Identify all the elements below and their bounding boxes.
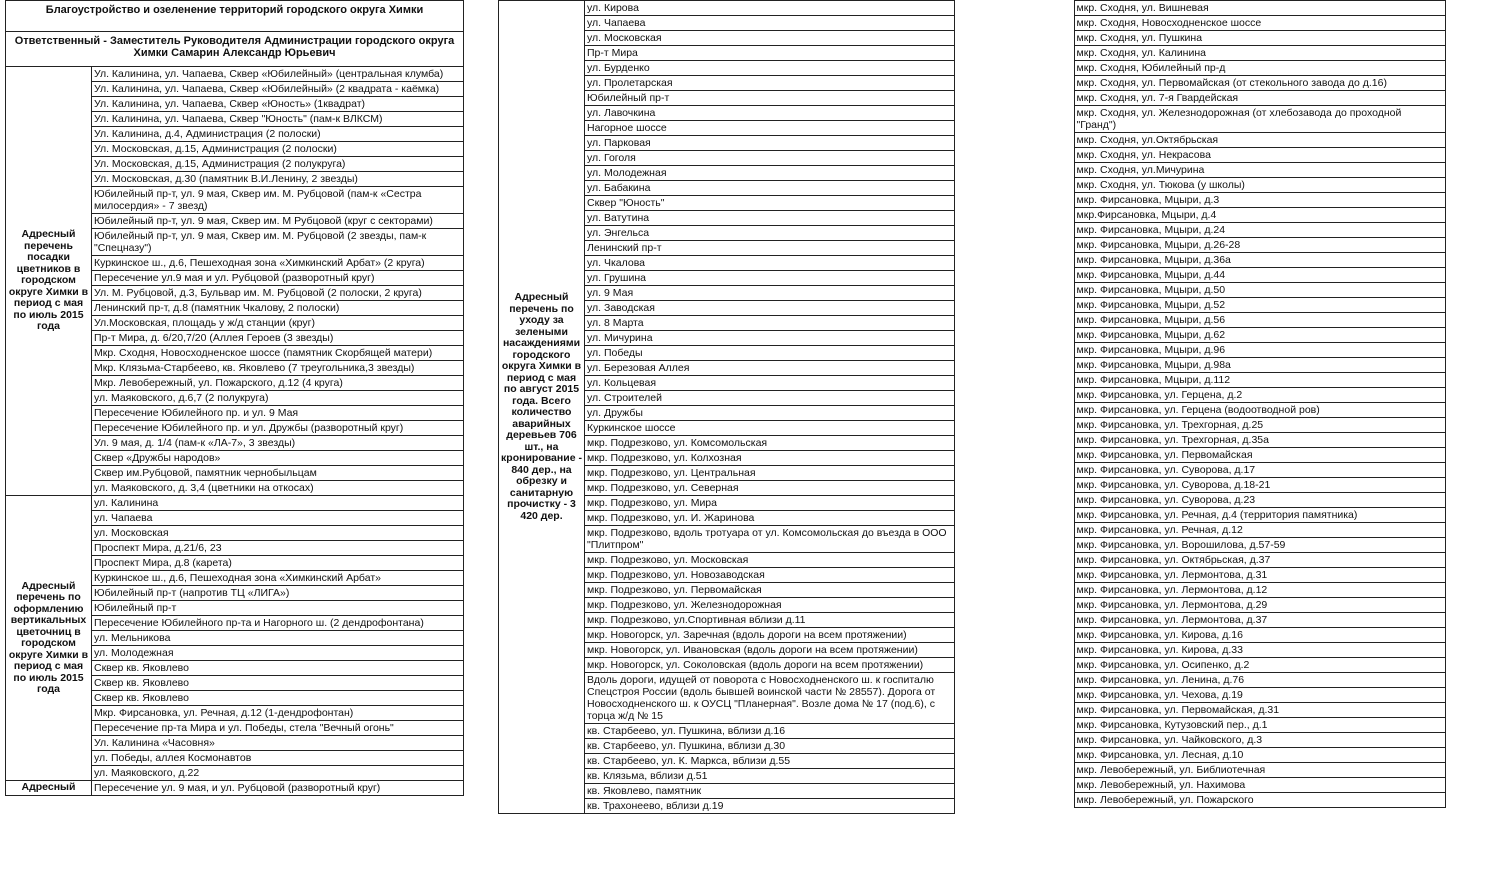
address-cell: мкр. Левобережный, ул. Пожарского bbox=[1074, 793, 1445, 808]
address-cell: мкр. Сходня, ул. Тюкова (у школы) bbox=[1074, 178, 1445, 193]
address-cell: мкр. Фирсановка, Мцыри, д.26-28 bbox=[1074, 238, 1445, 253]
address-cell: кв. Старбеево, ул. К. Маркса, вблизи д.55 bbox=[585, 754, 955, 769]
address-cell: ул. Московская bbox=[92, 526, 464, 541]
address-cell: мкр. Фирсановка, Мцыри, д.56 bbox=[1074, 313, 1445, 328]
address-cell: ул. Энгельса bbox=[585, 226, 955, 241]
address-cell: мкр. Фирсановка, ул. Лермонтова, д.29 bbox=[1074, 598, 1445, 613]
address-cell: ул. Березовая Аллея bbox=[585, 361, 955, 376]
address-cell: мкр. Фирсановка, Мцыри, д.96 bbox=[1074, 343, 1445, 358]
address-cell: мкр. Новогорск, ул. Ивановская (вдоль дороги на всем протяжении) bbox=[585, 643, 955, 658]
address-cell: мкр. Подрезково, ул. И. Жаринова bbox=[585, 511, 955, 526]
address-cell: мкр. Подрезково, ул. Железнодорожная bbox=[585, 598, 955, 613]
address-cell: Сквер кв. Яковлево bbox=[92, 676, 464, 691]
address-cell: кв. Старбеево, ул. Пушкина, вблизи д.16 bbox=[585, 724, 955, 739]
table-row bbox=[988, 1, 1445, 16]
address-cell: ул. Бурденко bbox=[585, 61, 955, 76]
column-1 bbox=[5, 0, 463, 796]
address-cell: Ул. Калинина, ул. Чапаева, Сквер "Юность" (пам-к ВЛКСМ) bbox=[92, 112, 464, 127]
address-cell: ул. Московская bbox=[585, 31, 955, 46]
address-cell: мкр. Фирсановка, ул. Лесная, д.10 bbox=[1074, 748, 1445, 763]
address-cell: мкр. Фирсановка, ул. Лермонтова, д.37 bbox=[1074, 613, 1445, 628]
address-cell: мкр. Подрезково, ул. Колхозная bbox=[585, 451, 955, 466]
table-row bbox=[6, 67, 464, 82]
address-cell: мкр. Подрезково, ул.Спортивная вблизи д.11 bbox=[585, 613, 955, 628]
section-label: Адресный bbox=[6, 781, 92, 796]
document-title: Благоустройство и озеленение территорий городского округа Химки bbox=[6, 1, 464, 32]
address-cell: ул. Молодежная bbox=[92, 646, 464, 661]
section-label: Адресный перечень по уходу за зелеными насаждениями городского округа Химки в период с мая по август 2015 года. Всего количество аварийных деревьев 706 шт., на кронирование - 840 дер., на обрезку и санитарную прочистку - 3 420 дер. bbox=[499, 1, 585, 814]
address-cell: мкр. Подрезково, ул. Мира bbox=[585, 496, 955, 511]
address-cell: Ул. Московская, д.15, Администрация (2 полукруга) bbox=[92, 157, 464, 172]
address-cell: Ул. Калинина «Часовня» bbox=[92, 736, 464, 751]
address-cell: Сквер кв. Яковлево bbox=[92, 691, 464, 706]
address-cell: Сквер "Юность" bbox=[585, 196, 955, 211]
address-cell: мкр. Фирсановка, ул. Кирова, д.16 bbox=[1074, 628, 1445, 643]
address-cell: мкр. Фирсановка, ул. Чайковского, д.3 bbox=[1074, 733, 1445, 748]
address-cell: мкр. Фирсановка, Мцыри, д.44 bbox=[1074, 268, 1445, 283]
address-cell: Юбилейный пр-т, ул. 9 мая, Сквер им. М. Рубцовой (2 звезды, пам-к "Спецназу") bbox=[92, 229, 464, 256]
address-cell: Ул.Московская, площадь у ж/д станции (круг) bbox=[92, 316, 464, 331]
address-cell: Пересечение пр-та Мира и ул. Победы, стела "Вечный огонь" bbox=[92, 721, 464, 736]
address-cell: мкр. Фирсановка, Мцыри, д.3 bbox=[1074, 193, 1445, 208]
address-cell: ул. Мичурина bbox=[585, 331, 955, 346]
address-cell: мкр. Левобережный, ул. Нахимова bbox=[1074, 778, 1445, 793]
address-cell: мкр. Фирсановка, ул. Суворова, д.17 bbox=[1074, 463, 1445, 478]
tree-care-continued-table bbox=[988, 0, 1446, 808]
address-cell: мкр. Фирсановка, Кутузовский пер., д.1 bbox=[1074, 718, 1445, 733]
address-cell: Проспект Мира, д.8 (карета) bbox=[92, 556, 464, 571]
address-cell: мкр. Фирсановка, ул. Ворошилова, д.57-59 bbox=[1074, 538, 1445, 553]
address-cell: Куркинское ш., д.6, Пешеходная зона «Химкинский Арбат» bbox=[92, 571, 464, 586]
address-cell: ул. Маяковского, д.22 bbox=[92, 766, 464, 781]
address-cell: мкр. Сходня, ул.Октябрьская bbox=[1074, 133, 1445, 148]
address-cell: Проспект Мира, д.21/6, 23 bbox=[92, 541, 464, 556]
address-cell: мкр. Фирсановка, ул. Кирова, д.33 bbox=[1074, 643, 1445, 658]
address-cell: мкр. Подрезково, вдоль тротуара от ул. Комсомольская до въезда в ООО "Плитпром" bbox=[585, 526, 955, 553]
address-cell: ул. Грушина bbox=[585, 271, 955, 286]
address-cell: Ул. Калинина, ул. Чапаева, Сквер «Юбилейный» (2 квадрата - каёмка) bbox=[92, 82, 464, 97]
address-cell: мкр. Сходня, ул.Мичурина bbox=[1074, 163, 1445, 178]
address-cell: ул. Заводская bbox=[585, 301, 955, 316]
responsible-row bbox=[6, 32, 464, 67]
address-cell: Ленинский пр-т, д.8 (памятник Чкалову, 2 полоски) bbox=[92, 301, 464, 316]
title-row bbox=[6, 1, 464, 32]
address-cell: мкр. Фирсановка, ул. Ленина, д.76 bbox=[1074, 673, 1445, 688]
address-cell: Юбилейный пр-т bbox=[585, 91, 955, 106]
address-cell: ул. Кирова bbox=[585, 1, 955, 16]
col1-body bbox=[6, 1, 464, 796]
address-cell: ул. Парковая bbox=[585, 136, 955, 151]
address-cell: мкр. Фирсановка, Мцыри, д.112 bbox=[1074, 373, 1445, 388]
address-cell: Мкр. Фирсановка, ул. Речная, д.12 (1-дендрофонтан) bbox=[92, 706, 464, 721]
address-cell: мкр. Подрезково, ул. Московская bbox=[585, 553, 955, 568]
address-cell: мкр. Подрезково, ул. Новозаводская bbox=[585, 568, 955, 583]
section-label: Адресный перечень по оформлению вертикальных цветочниц в городском округе Химки в период с мая по июль 2015 года bbox=[6, 496, 92, 781]
address-cell: мкр. Фирсановка, Мцыри, д.98а bbox=[1074, 358, 1445, 373]
address-cell: Куркинское ш., д.6, Пешеходная зона «Химкинский Арбат» (2 круга) bbox=[92, 256, 464, 271]
address-cell: Пересечение ул. 9 мая, и ул. Рубцовой (разворотный круг) bbox=[92, 781, 464, 796]
table-row bbox=[6, 496, 464, 511]
address-cell: мкр. Новогорск, ул. Заречная (вдоль дороги на всем протяжении) bbox=[585, 628, 955, 643]
address-cell: Мкр. Левобережный, ул. Пожарского, д.12 (4 круга) bbox=[92, 376, 464, 391]
address-cell: кв. Старбеево, ул. Пушкина, вблизи д.30 bbox=[585, 739, 955, 754]
address-cell: Пересечение Юбилейного пр-та и Нагорного ш. (2 дендрофонтана) bbox=[92, 616, 464, 631]
address-cell: Ул. Московская, д.30 (памятник В.И.Ленину, 2 звезды) bbox=[92, 172, 464, 187]
address-cell: ул. Победы bbox=[585, 346, 955, 361]
address-cell: мкр. Сходня, ул. Некрасова bbox=[1074, 148, 1445, 163]
address-cell: ул. Гоголя bbox=[585, 151, 955, 166]
address-cell: мкр. Сходня, Юбилейный пр-д bbox=[1074, 61, 1445, 76]
address-cell: ул. Строителей bbox=[585, 391, 955, 406]
address-cell: Ул. 9 мая, д. 1/4 (пам-к «ЛА-7», 3 звезды) bbox=[92, 436, 464, 451]
address-cell: мкр. Фирсановка, ул. Лермонтова, д.12 bbox=[1074, 583, 1445, 598]
column-3 bbox=[988, 0, 1445, 808]
address-cell: мкр. Фирсановка, Мцыри, д.36а bbox=[1074, 253, 1445, 268]
address-cell: ул. Пролетарская bbox=[585, 76, 955, 91]
address-cell: Куркинское шоссе bbox=[585, 421, 955, 436]
address-cell: Сквер им.Рубцовой, памятник чернобыльцам bbox=[92, 466, 464, 481]
address-cell: мкр. Новогорск, ул. Соколовская (вдоль дороги на всем протяжении) bbox=[585, 658, 955, 673]
address-cell: Ул. Калинина, д.4, Администрация (2 полоски) bbox=[92, 127, 464, 142]
address-cell: Юбилейный пр-т, ул. 9 мая, Сквер им. М. Рубцовой (пам-к «Сестра милосердия» - 7 звезд) bbox=[92, 187, 464, 214]
section-label bbox=[988, 1, 1074, 808]
address-cell: мкр. Сходня, ул. Железнодорожная (от хлебозавода до проходной "Гранд") bbox=[1074, 106, 1445, 133]
address-cell: ул. Чапаева bbox=[92, 511, 464, 526]
address-cell: Юбилейный пр-т (напротив ТЦ «ЛИГА») bbox=[92, 586, 464, 601]
address-cell: ул. 9 Мая bbox=[585, 286, 955, 301]
address-cell: мкр. Фирсановка, ул. Первомайская, д.31 bbox=[1074, 703, 1445, 718]
address-cell: Пересечение Юбилейного пр. и ул. Дружбы (разворотный круг) bbox=[92, 421, 464, 436]
address-cell: Сквер «Дружбы народов» bbox=[92, 451, 464, 466]
address-cell: ул. Бабакина bbox=[585, 181, 955, 196]
address-cell: мкр. Фирсановка, ул. Первомайская bbox=[1074, 448, 1445, 463]
address-cell: мкр. Фирсановка, ул. Герцена (водоотводной ров) bbox=[1074, 403, 1445, 418]
address-cell: кв. Трахонеево, вблизи д.19 bbox=[585, 799, 955, 814]
address-cell: ул. Дружбы bbox=[585, 406, 955, 421]
address-cell: Ул. Московская, д.15, Администрация (2 полоски) bbox=[92, 142, 464, 157]
col3-body bbox=[988, 1, 1445, 808]
address-cell: Пр-т Мира, д. 6/20,7/20 (Аллея Героев (3 звезды) bbox=[92, 331, 464, 346]
address-cell: Юбилейный пр-т, ул. 9 мая, Сквер им. М Рубцовой (круг с секторами) bbox=[92, 214, 464, 229]
address-cell: мкр. Сходня, ул. Первомайская (от стекольного завода до д.16) bbox=[1074, 76, 1445, 91]
address-cell: мкр. Фирсановка, ул. Речная, д.12 bbox=[1074, 523, 1445, 538]
address-cell: ул. Чапаева bbox=[585, 16, 955, 31]
address-cell: Ул. Калинина, ул. Чапаева, Сквер «Юность» (1квадрат) bbox=[92, 97, 464, 112]
address-cell: мкр. Подрезково, ул. Северная bbox=[585, 481, 955, 496]
address-cell: мкр. Фирсановка, ул. Октябрьская, д.37 bbox=[1074, 553, 1445, 568]
address-cell: мкр. Фирсановка, Мцыри, д.50 bbox=[1074, 283, 1445, 298]
table-row bbox=[6, 781, 464, 796]
address-cell: ул. Кольцевая bbox=[585, 376, 955, 391]
address-cell: Пересечение Юбилейного пр. и ул. 9 Мая bbox=[92, 406, 464, 421]
address-cell: Пересечение ул.9 мая и ул. Рубцовой (разворотный круг) bbox=[92, 271, 464, 286]
address-cell: ул. Маяковского, д.6,7 (2 полукруга) bbox=[92, 391, 464, 406]
address-cell: Пр-т Мира bbox=[585, 46, 955, 61]
address-cell: мкр. Фирсановка, Мцыри, д.24 bbox=[1074, 223, 1445, 238]
address-cell: Мкр. Сходня, Новосходненское шоссе (памятник Скорбящей матери) bbox=[92, 346, 464, 361]
address-cell: ул. Молодежная bbox=[585, 166, 955, 181]
address-cell: мкр.Фирсановка, Мцыри, д.4 bbox=[1074, 208, 1445, 223]
address-cell: мкр. Подрезково, ул. Первомайская bbox=[585, 583, 955, 598]
address-cell: Мкр. Клязьма-Старбеево, кв. Яковлево (7 треугольника,3 звезды) bbox=[92, 361, 464, 376]
address-cell: ул. Лавочкина bbox=[585, 106, 955, 121]
address-cell: мкр. Фирсановка, Мцыри, д.62 bbox=[1074, 328, 1445, 343]
address-cell: мкр. Фирсановка, ул. Герцена, д.2 bbox=[1074, 388, 1445, 403]
address-cell: ул. Маяковского, д. 3,4 (цветники на откосах) bbox=[92, 481, 464, 496]
address-cell: мкр. Сходня, Новосходненское шоссе bbox=[1074, 16, 1445, 31]
address-cell: мкр. Сходня, ул. Пушкина bbox=[1074, 31, 1445, 46]
address-cell: Сквер кв. Яковлево bbox=[92, 661, 464, 676]
address-cell: мкр. Фирсановка, Мцыри, д.52 bbox=[1074, 298, 1445, 313]
address-cell: ул. Чкалова bbox=[585, 256, 955, 271]
address-cell: мкр. Фирсановка, ул. Осипенко, д.2 bbox=[1074, 658, 1445, 673]
address-cell: мкр. Фирсановка, ул. Трехгорная, д.35а bbox=[1074, 433, 1445, 448]
address-cell: ул. Калинина bbox=[92, 496, 464, 511]
address-cell: ул. 8 Марта bbox=[585, 316, 955, 331]
address-cell: Юбилейный пр-т bbox=[92, 601, 464, 616]
address-cell: ул. Победы, аллея Космонавтов bbox=[92, 751, 464, 766]
address-cell: мкр. Сходня, ул. Вишневая bbox=[1074, 1, 1445, 16]
address-cell: мкр. Фирсановка, ул. Трехгорная, д.25 bbox=[1074, 418, 1445, 433]
address-cell: кв. Яковлево, памятник bbox=[585, 784, 955, 799]
address-cell: Нагорное шоссе bbox=[585, 121, 955, 136]
address-cell: Ленинский пр-т bbox=[585, 241, 955, 256]
address-cell: кв. Клязьма, вблизи д.51 bbox=[585, 769, 955, 784]
tree-care-table bbox=[498, 0, 955, 814]
address-cell: мкр. Фирсановка, ул. Лермонтова, д.31 bbox=[1074, 568, 1445, 583]
address-cell: мкр. Фирсановка, ул. Суворова, д.18-21 bbox=[1074, 478, 1445, 493]
flower-beds-table bbox=[5, 0, 464, 796]
address-cell: ул. Мельникова bbox=[92, 631, 464, 646]
address-cell: Ул. Калинина, ул. Чапаева, Сквер «Юбилейный» (центральная клумба) bbox=[92, 67, 464, 82]
address-cell: мкр. Подрезково, ул. Центральная bbox=[585, 466, 955, 481]
address-cell: мкр. Фирсановка, ул. Речная, д.4 (территория памятника) bbox=[1074, 508, 1445, 523]
address-cell: Ул. М. Рубцовой, д.3, Бульвар им. М. Рубцовой (2 полоски, 2 круга) bbox=[92, 286, 464, 301]
address-cell: мкр. Подрезково, ул. Комсомольская bbox=[585, 436, 955, 451]
address-cell: Вдоль дороги, идущей от поворота с Новосходненского ш. к госпиталю Спецстроя России (вдоль бывшей воинской части № 28557). Дорога от Новосходненского ш. к ОУСЦ "Планерная". Возле дома № 17 (под.6), с торца ж/д № 15 bbox=[585, 673, 955, 724]
table-row bbox=[499, 1, 955, 16]
address-cell: мкр. Фирсановка, ул. Чехова, д.19 bbox=[1074, 688, 1445, 703]
column-2 bbox=[498, 0, 954, 814]
address-cell: мкр. Сходня, ул. Калинина bbox=[1074, 46, 1445, 61]
col2-body bbox=[499, 1, 955, 814]
address-cell: мкр. Левобережный, ул. Библиотечная bbox=[1074, 763, 1445, 778]
address-cell: мкр. Фирсановка, ул. Суворова, д.23 bbox=[1074, 493, 1445, 508]
address-cell: ул. Ватутина bbox=[585, 211, 955, 226]
responsible-person: Ответственный - Заместитель Руководителя Администрации городского округа Химки Самарин Александр Юрьевич bbox=[6, 32, 464, 67]
address-cell: мкр. Сходня, ул. 7-я Гвардейская bbox=[1074, 91, 1445, 106]
section-label: Адресный перечень посадки цветников в городском округе Химки в период с мая по июль 2015 года bbox=[6, 67, 92, 496]
